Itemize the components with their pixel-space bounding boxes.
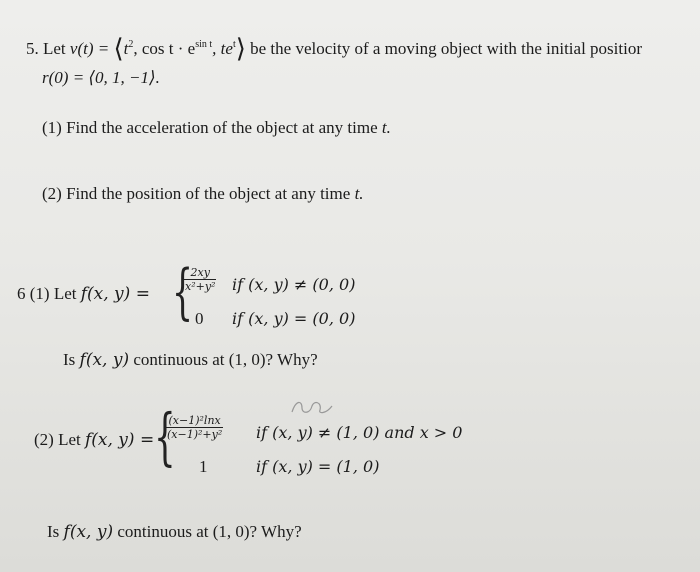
problem5-lead: Let xyxy=(43,39,66,58)
case2-value: 0 xyxy=(195,309,204,328)
fraction-1-denominator: x²+y² xyxy=(185,280,216,293)
part2-variable: t. xyxy=(354,184,364,203)
problem6-part1-func: f(x, y) = xyxy=(80,284,150,304)
pencil-scribble xyxy=(288,396,336,420)
case2-condition: if (x, y) = (0, 0) xyxy=(232,309,356,328)
fraction-2-denominator: (x−1)²+y² xyxy=(167,428,223,441)
vec-component-1: t xyxy=(123,39,129,58)
problem6-part1-label: 6 (1) Let f(x, y) = xyxy=(17,284,150,304)
problem6-part2-func: f(x, y) = xyxy=(84,430,155,450)
case3-condition: if (x, y) ≠ (1, 0) and x > 0 xyxy=(256,423,463,442)
problem5-line xyxy=(26,36,642,62)
vec-component-3-exp: t xyxy=(232,39,236,50)
part1-variable: t. xyxy=(381,118,391,137)
piecewise-brace-1: { xyxy=(172,257,194,327)
vec-component-3: , te xyxy=(212,39,233,58)
vec-component-2-exp: sin t xyxy=(195,39,213,50)
case1-condition: if (x, y) ≠ (0, 0) xyxy=(232,275,356,294)
question2-function: f(x, y) xyxy=(63,522,114,542)
fraction-1-numerator: 2xy xyxy=(184,266,216,280)
piecewise-brace-2: { xyxy=(154,400,176,473)
problem6-part1-question: Is f(x, y) continuous at (1, 0)? Why? xyxy=(63,350,318,370)
problem5-tail: be the velocity of a moving object with the initial positior xyxy=(250,39,642,58)
problem6-part2-label: (2) Let f(x, y) = xyxy=(34,430,155,450)
fraction-2 xyxy=(166,414,223,441)
case4-value: 1 xyxy=(199,457,208,476)
vec-component-1-exp: 2 xyxy=(128,39,134,50)
vec-component-2: , cos t · e xyxy=(133,39,196,58)
angle-close: ⟩ xyxy=(235,34,246,63)
problem6-part2-question: Is f(x, y) continuous at (1, 0)? Why? xyxy=(47,522,302,542)
fraction-1 xyxy=(184,266,216,293)
part2-question: (2) Find the position of the object at any time t. xyxy=(42,184,364,203)
part1-question: (1) Find the acceleration of the object at any time t. xyxy=(42,118,391,137)
initial-position: r(0) = ⟨0, 1, −1⟩. xyxy=(42,68,160,87)
velocity-function: v(t) = xyxy=(69,39,110,58)
fraction-2-numerator: (x−1)²lnx xyxy=(166,414,223,428)
problem5-number: 5. xyxy=(26,39,39,58)
case4-condition: if (x, y) = (1, 0) xyxy=(256,457,380,476)
question1-function: f(x, y) xyxy=(79,350,130,370)
angle-open: ⟨ xyxy=(113,34,124,63)
